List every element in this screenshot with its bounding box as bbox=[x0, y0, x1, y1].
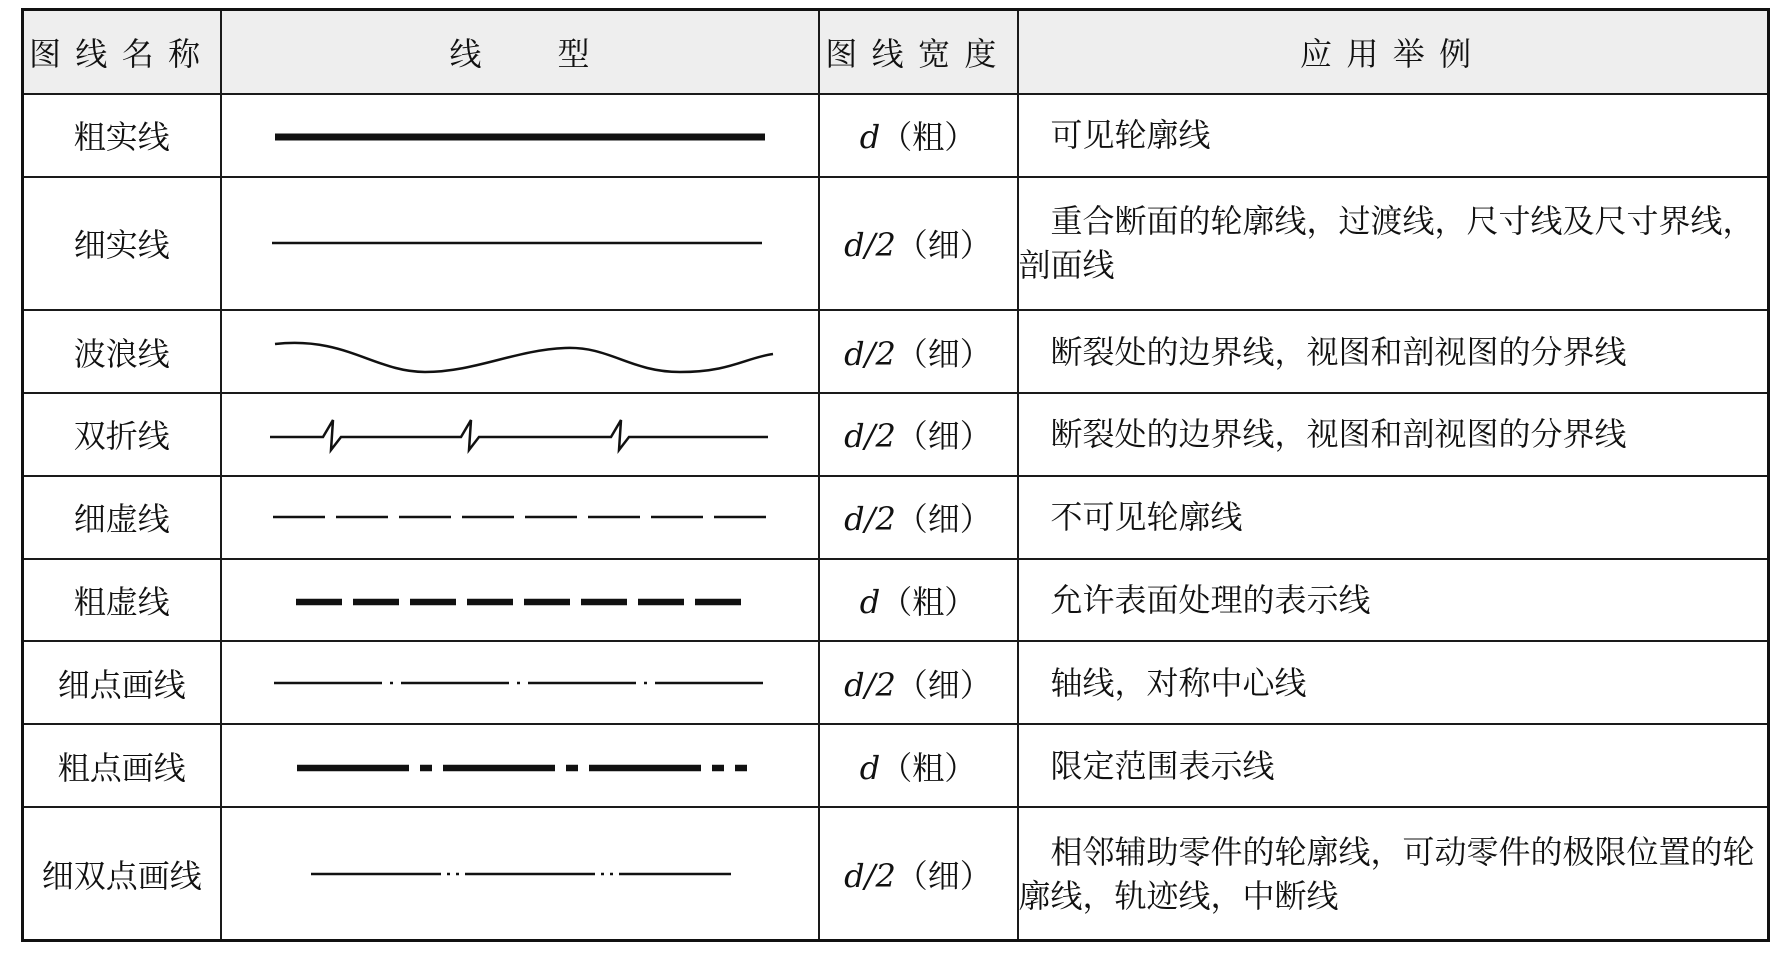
line-width bbox=[819, 177, 1018, 310]
line-usage: 允许表面处理的表示线 bbox=[1018, 559, 1769, 642]
line-width bbox=[819, 559, 1018, 642]
wavy-line-icon bbox=[225, 322, 815, 382]
width-note: （细） bbox=[895, 226, 992, 265]
header-row bbox=[23, 10, 1769, 95]
header-type-part2: 型 bbox=[557, 35, 590, 73]
line-sample bbox=[221, 641, 819, 724]
line-width bbox=[819, 94, 1018, 177]
width-note: （粗） bbox=[880, 118, 977, 157]
table-row bbox=[23, 393, 1769, 476]
header-type-part1: 线 bbox=[449, 35, 482, 73]
line-usage: 不可见轮廓线 bbox=[1018, 476, 1769, 559]
line-usage: 断裂处的边界线，视图和剖视图的分界线 bbox=[1018, 310, 1769, 393]
width-symbol: d/2 bbox=[844, 417, 896, 456]
header-type bbox=[221, 10, 819, 95]
zigzag-stroke bbox=[270, 420, 768, 450]
line-sample bbox=[221, 476, 819, 559]
table-header bbox=[23, 10, 1769, 95]
width-symbol: d/2 bbox=[844, 226, 896, 265]
header-name: 图线名称 bbox=[23, 10, 221, 95]
wavy-stroke bbox=[275, 342, 773, 371]
header-usage: 应用举例 bbox=[1018, 10, 1769, 95]
line-name: 细虚线 bbox=[23, 476, 221, 559]
zigzag-line-icon bbox=[225, 404, 815, 464]
width-note: （细） bbox=[895, 417, 992, 456]
line-name: 细点画线 bbox=[23, 641, 221, 724]
table-row bbox=[23, 94, 1769, 177]
line-sample bbox=[221, 559, 819, 642]
width-note: （细） bbox=[895, 856, 992, 895]
width-note: （细） bbox=[895, 665, 992, 704]
line-width bbox=[819, 724, 1018, 807]
line-width bbox=[819, 393, 1018, 476]
line-sample bbox=[221, 310, 819, 393]
thin-dashed-line-icon bbox=[225, 487, 815, 547]
line-width bbox=[819, 641, 1018, 724]
line-usage: 重合断面的轮廓线，过渡线，尺寸线及尺寸界线，剖面线 bbox=[1018, 177, 1769, 310]
line-width bbox=[819, 807, 1018, 940]
line-usage: 可见轮廓线 bbox=[1018, 94, 1769, 177]
line-sample bbox=[221, 807, 819, 940]
width-symbol: d/2 bbox=[844, 334, 896, 373]
line-name: 粗实线 bbox=[23, 94, 221, 177]
line-usage: 断裂处的边界线，视图和剖视图的分界线 bbox=[1018, 393, 1769, 476]
thin-double-dash-dot-line-icon bbox=[225, 844, 815, 904]
table-row bbox=[23, 807, 1769, 940]
line-sample bbox=[221, 94, 819, 177]
width-note: （细） bbox=[895, 500, 992, 539]
width-symbol: d bbox=[859, 118, 881, 157]
thick-dash-dot-line-icon bbox=[225, 736, 815, 796]
width-note: （粗） bbox=[880, 748, 977, 787]
table-row bbox=[23, 559, 1769, 642]
line-name: 粗虚线 bbox=[23, 559, 221, 642]
thin-solid-line-icon bbox=[225, 213, 815, 273]
width-symbol: d bbox=[859, 748, 881, 787]
table-row bbox=[23, 310, 1769, 393]
thick-dashed-line-icon bbox=[225, 570, 815, 630]
line-usage: 相邻辅助零件的轮廓线，可动零件的极限位置的轮廓线，轨迹线，中断线 bbox=[1018, 807, 1769, 940]
line-usage: 限定范围表示线 bbox=[1018, 724, 1769, 807]
thin-dash-dot-line-icon bbox=[225, 653, 815, 713]
line-width bbox=[819, 310, 1018, 393]
line-types-table bbox=[21, 8, 1770, 942]
line-sample bbox=[221, 393, 819, 476]
line-sample bbox=[221, 724, 819, 807]
table-body bbox=[23, 94, 1769, 941]
line-name: 粗点画线 bbox=[23, 724, 221, 807]
line-name: 双折线 bbox=[23, 393, 221, 476]
width-symbol: d/2 bbox=[844, 856, 896, 895]
width-symbol: d bbox=[859, 583, 881, 622]
line-sample bbox=[221, 177, 819, 310]
thick-solid-line-icon bbox=[225, 105, 815, 165]
line-width bbox=[819, 476, 1018, 559]
table-row bbox=[23, 724, 1769, 807]
width-note: （细） bbox=[895, 334, 992, 373]
width-symbol: d/2 bbox=[844, 665, 896, 704]
table-row bbox=[23, 177, 1769, 310]
line-usage: 轴线，对称中心线 bbox=[1018, 641, 1769, 724]
line-name: 波浪线 bbox=[23, 310, 221, 393]
width-symbol: d/2 bbox=[844, 500, 896, 539]
line-name: 细实线 bbox=[23, 177, 221, 310]
width-note: （粗） bbox=[880, 583, 977, 622]
table-row bbox=[23, 476, 1769, 559]
header-width: 图线宽度 bbox=[819, 10, 1018, 95]
table-row bbox=[23, 641, 1769, 724]
line-name: 细双点画线 bbox=[23, 807, 221, 940]
